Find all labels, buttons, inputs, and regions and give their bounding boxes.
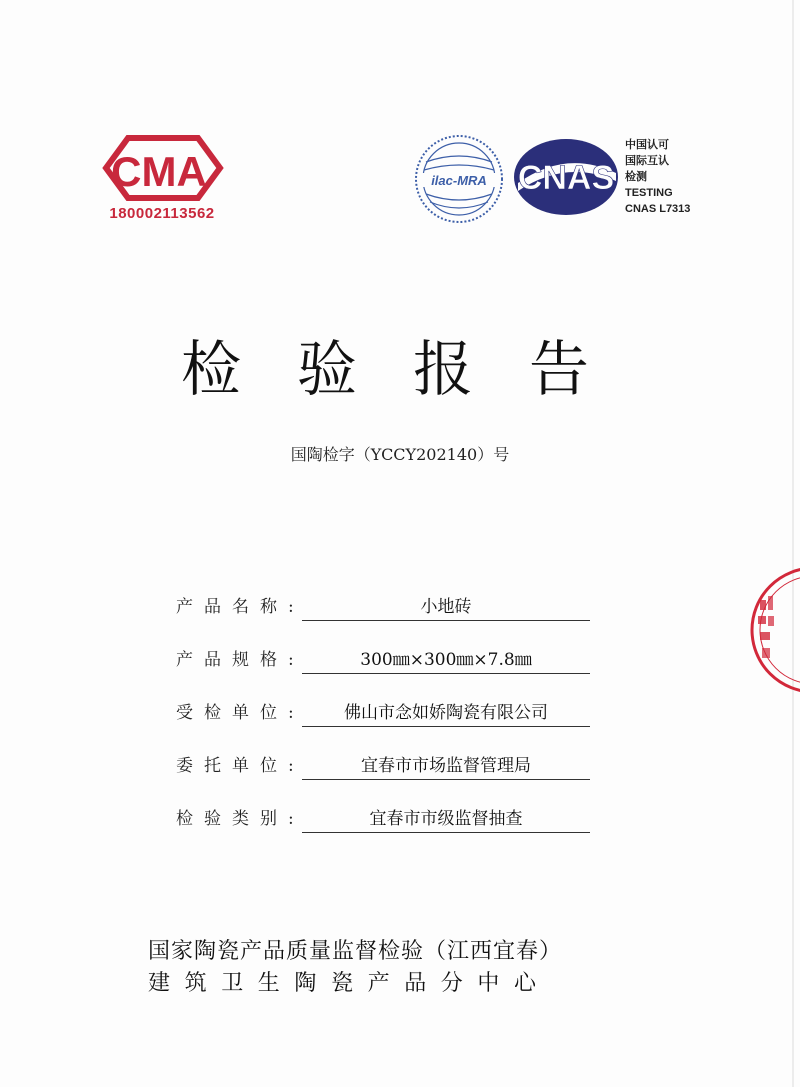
cma-number: 18000211356​2 xyxy=(109,205,215,222)
field-label: 委托单位: xyxy=(176,756,305,776)
field-value: 小地砖 xyxy=(302,592,590,621)
field-label: 检验类别: xyxy=(176,809,305,829)
cnas-line: CNAS L7313 xyxy=(625,203,691,215)
cnas-line: 国际互认 xyxy=(625,155,669,167)
field-value: 宜春市市级监督抽查 xyxy=(302,804,590,833)
ilac-mra-logo xyxy=(412,132,506,226)
seal-stamp xyxy=(738,560,800,700)
field-label: 产品规格: xyxy=(176,650,305,670)
cnas-line: 中国认可 xyxy=(625,139,669,151)
organization-name-line1: 国家陶瓷产品质量监督检验（江西宜春） xyxy=(148,939,563,964)
cnas-accreditation-text xyxy=(625,137,690,217)
cma-logo-text: CMA xyxy=(111,148,207,195)
organization-name-line2: 建筑卫生陶瓷产品分中心 xyxy=(148,971,551,996)
ilac-logo-text: ilac-MRA xyxy=(431,173,487,188)
field-value: 300㎜×300㎜×7.8㎜ xyxy=(302,645,590,674)
field-value: 佛山市念如娇陶瓷有限公司 xyxy=(302,698,590,727)
field-label: 产品名称: xyxy=(176,597,305,617)
cnas-logo-text: CNAS xyxy=(517,159,615,197)
cnas-logo xyxy=(512,137,620,217)
field-label: 受检单位: xyxy=(176,703,305,723)
cnas-line: 检测 xyxy=(625,171,647,183)
cnas-line: TESTING xyxy=(625,187,673,199)
page-edge xyxy=(792,0,794,1087)
report-number: 国陶检字（YCCY202140）号 xyxy=(290,445,510,464)
report-title: 检验报告 xyxy=(181,335,645,405)
field-value: 宜春市市场监督管理局 xyxy=(302,751,590,780)
